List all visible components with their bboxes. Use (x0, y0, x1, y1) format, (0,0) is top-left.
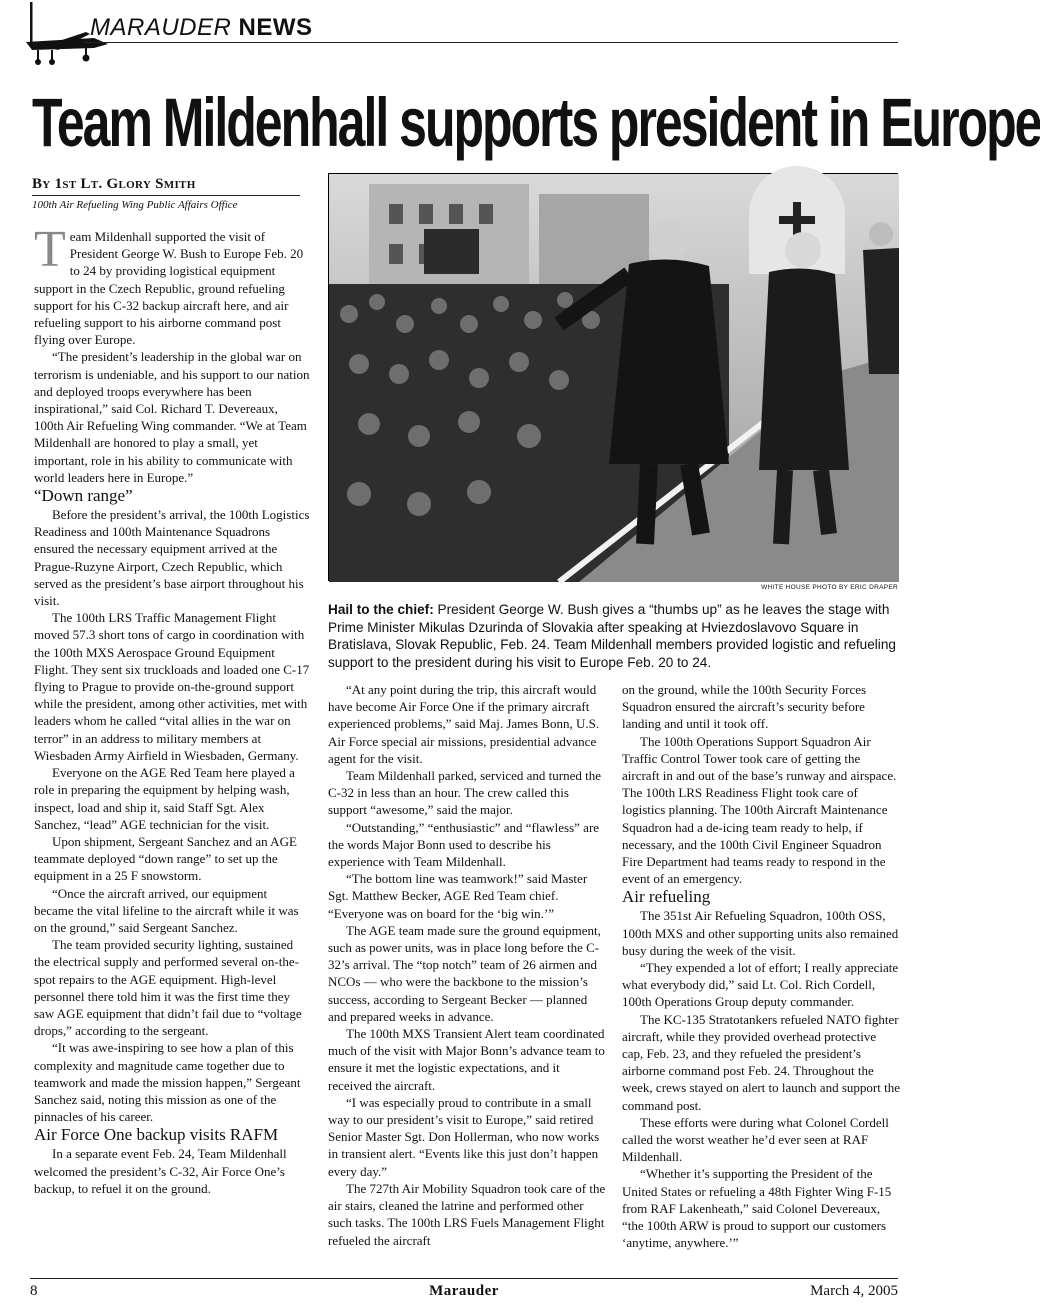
intro-text: eam Mildenhall supported the visit of President George W. Bush to Europe Feb. 20 to 24 by providing logistical equipment support in the Czech Republic, ground refueling support for his C-32 backup aircraft here, and air refueling support to his airborne command post flying over Europe. (34, 229, 304, 348)
drop-cap: T (34, 221, 66, 278)
publication-name: MARAUDER (90, 14, 232, 41)
magazine-name: Marauder (429, 1283, 499, 1299)
paragraph: Before the president’s arrival, the 100th Logistics Readiness and 100th Maintenance Squadrons ensured the necessary equipment arrived at the Prague-Ruzyne Airport, Czech Republic, which served as the president’s base airport throughout his visit. (34, 507, 310, 609)
paragraph: In a separate event Feb. 24, Team Mildenhall welcomed the president’s C-32, Air Force One’s backup, to refuel it on the ground. (34, 1146, 287, 1196)
photo-credit: WHITE HOUSE PHOTO BY ERIC DRAPER (761, 584, 898, 591)
paragraph: “Outstanding,” “enthusiastic” and “flawless” are the words Major Bonn used to describe his experience with Team Mildenhall. (328, 819, 600, 870)
subhead-air-force-one: Air Force One backup visits RAFM (34, 1125, 279, 1145)
article-column-3 (622, 681, 900, 1252)
byline (32, 176, 300, 211)
paragraph: Upon shipment, Sergeant Sanchez and an AGE teammate deployed “down range” to set up the equipment in a 25 F snowstorm. (34, 833, 297, 884)
photo-caption (328, 601, 898, 671)
paragraph: “The president’s leadership in the global war on terrorism is undeniable, and his support to our nation and deployed troops everywhere has been inspirational,” said Col. Richard T. Devereaux, 100th Air Refueling Wing commander. “We at Team Mildenhall are honored to play a small, yet important, role in his ability to communicate with world leaders here in Europe.” (34, 349, 310, 485)
paragraph: “Once the aircraft arrived, our equipment became the vital lifeline to the aircraft while it was on the ground,” said Sergeant Sanchez. (34, 885, 299, 935)
section-label (90, 14, 313, 42)
paragraph: The KC-135 Stratotankers refueled NATO fighter aircraft, while they provided overhead protective cap, Feb. 23, and they refueled the president’s airborne command post Feb. 24. Throughout the week, crews stayed on alert to launch and support the command post. (622, 1011, 900, 1113)
issue-date: March 4, 2005 (810, 1283, 898, 1299)
section-name: NEWS (238, 14, 313, 41)
paragraph: “The bottom line was teamwork!” said Master Sgt. Matthew Becker, AGE Red Team chief. “Everyone was on board for the ‘big win.’” (328, 871, 588, 921)
paragraph: The 727th Air Mobility Squadron took care of the air stairs, cleaned the latrine and performed other such tasks. The 100th LRS Fuels Management Flight refueled the aircraft (328, 1180, 606, 1248)
section-header (0, 0, 918, 72)
headline: Team Mildenhall supports president in Europe (32, 84, 1040, 162)
paragraph: “At any point during the trip, this aircraft would have become Air Force One if the primary aircraft experienced problems,” said Maj. James Bonn, U.S. Air Force special air missions, presidential advance agent for the visit. (328, 682, 600, 766)
paragraph: “They expended a lot of effort; I really appreciate what everybody did,” said Lt. Col. Rich Cordell, 100th Operations Group deputy commander. (622, 960, 899, 1010)
header-rule (84, 42, 898, 43)
paragraph: Everyone on the AGE Red Team here played a role in preparing the equipment by helping wash, inspect, load and ship it, said Staff Sgt. Alex Sanchez, “lead” AGE technician for the visit. (34, 765, 295, 832)
subhead-down-range: “Down range” (34, 486, 133, 506)
page-number: 8 (30, 1283, 38, 1299)
paragraph: The 100th Operations Support Squadron Air Traffic Control Tower took care of getting the aircraft in and out of the base’s runway and airspace. The 100th LRS Readiness Flight took care of logistics planning. The 100th Aircraft Maintenance Squadron had a de-icing team ready to help, if necessary, and the 100th Civil Engineer Squadron Fire Department had teams ready to respond in the event of an emergency. (622, 733, 897, 887)
paragraph: “It was awe-inspiring to see how a plan of this complexity and magnitude came together due to teamwork and made the mission happen,” Sergeant Sanchez said, noting this mission as one of the pinnacles of his career. (34, 1040, 301, 1125)
caption-text: President George W. Bush gives a “thumbs up” as he leaves the stage with Prime Minister Mikulas Dzurinda of Slovakia after speaking at Hviezdoslavovo Square in Bratislava, Slovak Republic, Feb. 24. Team Mildenhall members provided logistic and refueling support to the president during his visit to Europe Feb. 20 to 24. (328, 602, 896, 670)
paragraph-continued: on the ground, while the 100th Security Forces Squadron ensured the aircraft’s security before landing and until it took off. (622, 682, 867, 732)
paragraph: The team provided security lighting, sustained the electrical supply and performed several on-the-spot repairs to the AGE equipment. High-level personnel there told him it was the first time they saw AGE equipment that didn’t fail due to “voltage drops,” according to the sergeant. (34, 937, 302, 1039)
paragraph: The 100th MXS Transient Alert team coordinated much of the visit with Major Bonn’s advance team to ensure it met the logistic expectations, and it received the aircraft. (328, 1026, 605, 1093)
byline-author: By 1st Lt. Glory Smith (32, 176, 300, 196)
photo-illustration (329, 174, 899, 582)
paragraph: The AGE team made sure the ground equipment, such as power units, was in place long before the C-32’s arrival. The “top notch” team of 26 airmen and NCOs — who were the backbone to the mission’s success, according to Sergeant Becker — planned and prepared weeks in advance. (328, 922, 601, 1024)
news-photo (328, 173, 898, 581)
subhead-air-refueling: Air refueling (622, 887, 711, 907)
paragraph: “Whether it’s supporting the President of the United States or refueling a 48th Fighter Wing F-15 from RAF Lakenheath,” said Colonel Devereaux, “the 100th ARW is proud to support our customers ‘anytime, anywhere.’” (622, 1166, 892, 1251)
page-footer (30, 1278, 898, 1309)
article-column-1 (34, 221, 310, 1197)
paragraph: These efforts were during what Colonel Cordell called the worst weather he’d ever seen at RAF Mildenhall. (622, 1114, 889, 1165)
paragraph: “I was especially proud to contribute in a small way to our president’s visit to Europe,” said retired Senior Master Sgt. Don Hollerman, who now works in transient alert. “Events like this just don’t happen every day.” (328, 1094, 600, 1179)
article-column-2 (328, 681, 606, 1249)
paragraph: The 351st Air Refueling Squadron, 100th OSS, 100th MXS and other supporting units also remained busy during the week of the visit. (622, 908, 899, 958)
article-intro (34, 221, 310, 348)
paragraph: Team Mildenhall parked, serviced and turned the C-32 in less than an hour. The crew called this support “awesome,” said the major. (328, 768, 602, 818)
caption-lead: Hail to the chief: (328, 602, 434, 617)
byline-office: 100th Air Refueling Wing Public Affairs Office (32, 199, 238, 211)
paragraph: The 100th LRS Traffic Management Flight moved 57.3 short tons of cargo in coordination with the 100th MXS Aerospace Ground Equipment Flight. They sent six truckloads and loaded one C-17 flying to Prague to provide on-the-ground support while the president, among other activities, met with leaders whom he called “vital allies in the war on terror” in an address to military members at Wiesbaden Army Airfield in Wiesbaden, Germany. (34, 610, 310, 763)
